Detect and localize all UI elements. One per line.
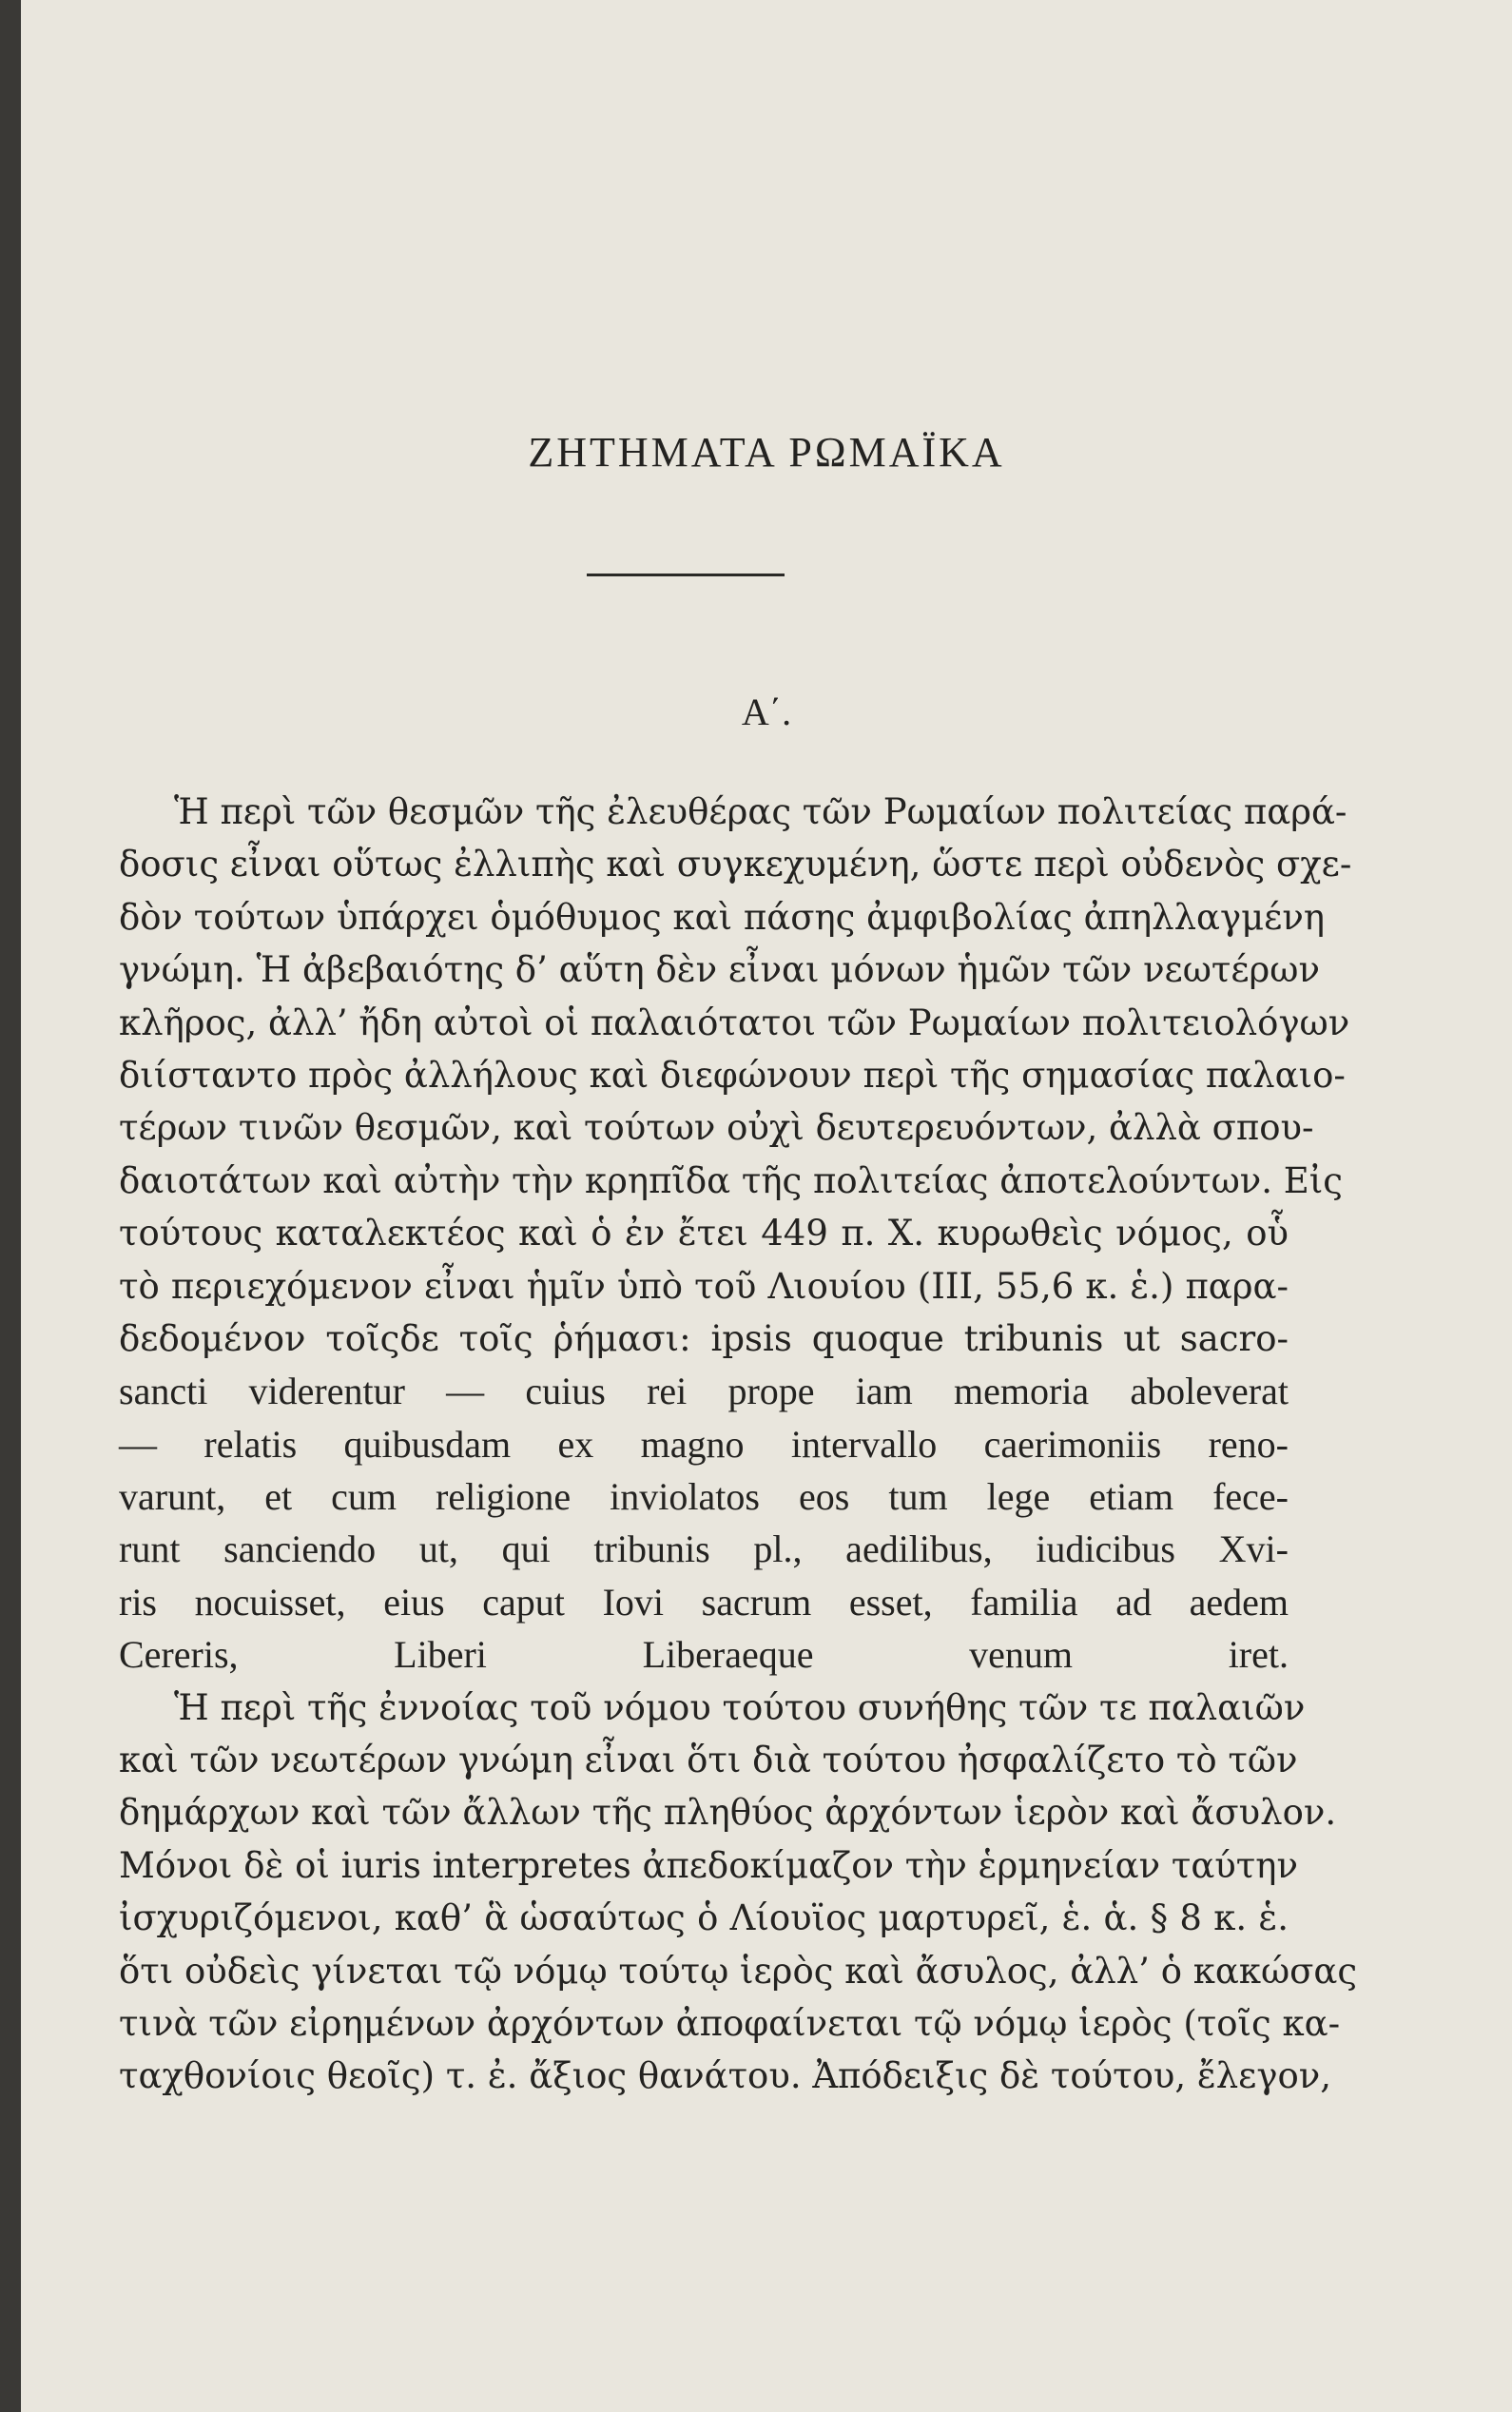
text-line: τούτους καταλεκτέος καὶ ὁ ἐν ἔτει 449 π. Χ. κυρωθεὶς νόμος, οὗ — [119, 1213, 1289, 1255]
text-line: καὶ τῶν νεωτέρων γνώμη εἶναι ὅτι διὰ τούτου ἠσφαλίζετο τὸ τῶν — [119, 1740, 1298, 1781]
scan-gutter — [0, 0, 21, 2412]
text-line: varunt, et cum religione inviolatos eos tum lege etiam fece- — [119, 1475, 1289, 1519]
text-line: ὅτι οὐδεὶς γίνεται τῷ νόμῳ τούτῳ ἱερὸς καὶ ἄσυλος, ἀλλ’ ὁ κακώσας — [119, 1950, 1358, 1992]
text-line: ris nocuisset, eius caput Iovi sacrum esset, familia ad aedem — [119, 1580, 1289, 1624]
page-title: ΖΗΤΗΜΑΤΑ ΡΩΜΑΪΚΑ — [528, 429, 1005, 476]
text-line: runt sanciendo ut, qui tribunis pl., aedilibus, iudicibus Xvi- — [119, 1527, 1289, 1571]
section-heading: Α΄. — [741, 691, 792, 733]
text-line: Cereris, Liberi Liberaeque venum iret. — [119, 1633, 1289, 1677]
text-line: — relatis quibusdam ex magno intervallo caerimoniis reno- — [119, 1422, 1289, 1466]
text-line: τὸ περιεχόμενον εἶναι ἡμῖν ὑπὸ τοῦ Λιουίου (III, 55,6 κ. ἑ.) παρα- — [119, 1265, 1289, 1307]
text-line: διίσταντο πρὸς ἀλλήλους καὶ διεφώνουν περὶ τῆς σημασίας παλαιο- — [119, 1054, 1346, 1096]
text-line: τέρων τινῶν θεσμῶν, καὶ τούτων οὐχὶ δευτερευόντων, ἀλλὰ σπου- — [119, 1107, 1314, 1149]
title-rule — [587, 574, 785, 576]
text-line: Ἡ περὶ τῶν θεσμῶν τῆς ἐλευθέρας τῶν Ρωμαίων πολιτείας παρά- — [174, 791, 1347, 832]
book-page — [21, 0, 1512, 2412]
text-line: κλῆρος, ἀλλ’ ἤδη αὐτοὶ οἱ παλαιότατοι τῶν Ρωμαίων πολιτειολόγων — [119, 1002, 1350, 1043]
text-line: δεδομένον τοῖςδε τοῖς ῥήμασι: ipsis quoque tribunis ut sacro- — [119, 1317, 1289, 1359]
text-line: Ἡ περὶ τῆς ἐννοίας τοῦ νόμου τούτου συνήθης τῶν τε παλαιῶν — [174, 1686, 1306, 1728]
text-line: δημάρχων καὶ τῶν ἄλλων τῆς πληθύος ἀρχόντων ἱερὸν καὶ ἄσυλον. — [119, 1792, 1337, 1834]
text-line: δαιοτάτων καὶ αὐτὴν τὴν κρηπῖδα τῆς πολιτείας ἀποτελούντων. Εἰς — [119, 1159, 1344, 1201]
text-line: δὸν τούτων ὑπάρχει ὁμόθυμος καὶ πάσης ἀμφιβολίας ἀπηλλαγμένη — [119, 896, 1325, 938]
body-text — [119, 786, 1358, 2103]
text-line: δοσις εἶναι οὕτως ἐλλιπὴς καὶ συγκεχυμένη, ὥστε περὶ οὐδενὸς σχε- — [119, 844, 1352, 885]
text-line: ταχθονίοις θεοῖς) τ. ἐ. ἄξιος θανάτου. Ἀπόδειξις δὲ τούτου, ἔλεγον, — [119, 2055, 1331, 2097]
text-line: ἰσχυριζόμενοι, καθ’ ἃ ὡσαύτως ὁ Λίουϊος μαρτυρεῖ, ἑ. ἁ. § 8 κ. ἑ. — [119, 1897, 1289, 1939]
text-line: sancti viderentur — cuius rei prope iam memoria aboleverat — [119, 1370, 1289, 1413]
text-line: τινὰ τῶν εἰρημένων ἀρχόντων ἀποφαίνεται τῷ νόμῳ ἱερὸς (τοῖς κα- — [119, 2002, 1341, 2044]
text-line: Μόνοι δὲ οἱ iuris interpretes ἀπεδοκίμαζον τὴν ἑρμηνείαν ταύτην — [119, 1844, 1298, 1886]
text-line: γνώμη. Ἡ ἀβεβαιότης δ’ αὕτη δὲν εἶναι μόνων ἡμῶν τῶν νεωτέρων — [119, 949, 1320, 991]
